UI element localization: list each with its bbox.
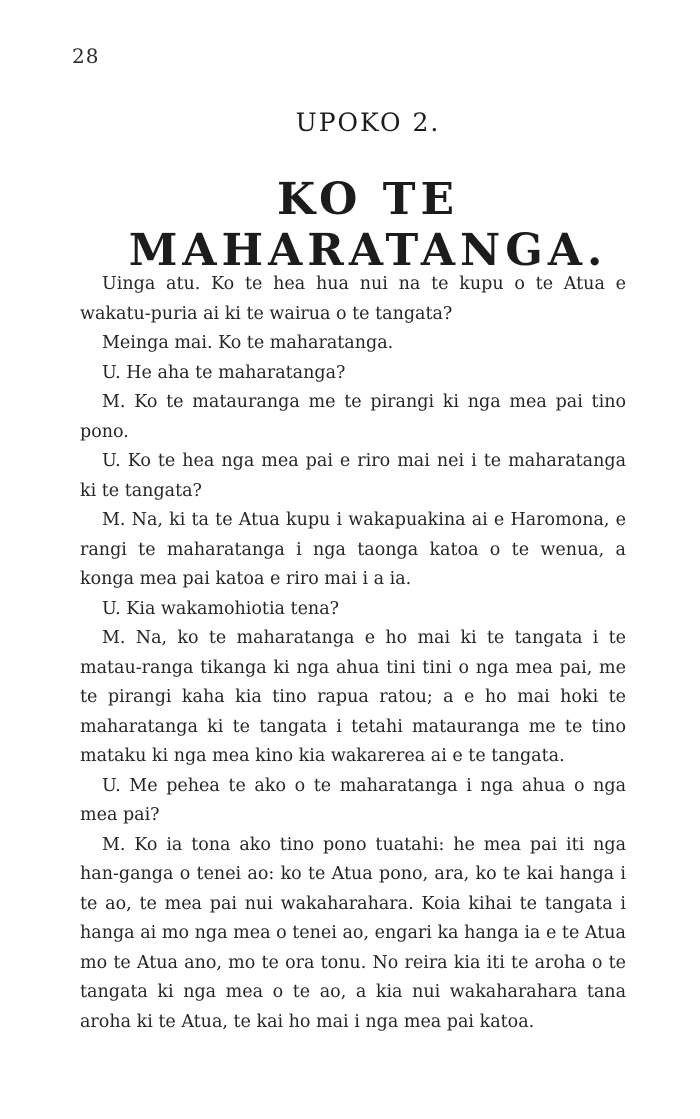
paragraph-question-4: U. Kia wakamohiotia tena? [102, 598, 340, 619]
paragraph-answer-2: M. Ko te matauranga me te pirangi ki nga mea pai tino pono. [80, 392, 626, 442]
paragraph-question-5: U. Me pehea te ako o te maharatanga i nga ahua o nga mea pai? [80, 775, 626, 825]
paragraph-answer-4: M. Na, ko te maharatanga e ho mai ki te tangata i te matau-ranga tikanga ki nga ahua tini tini o nga mea pai, me te pirangi kaha kia tino rapua ratou; a e ho mai hoki te maharatanga ki te tangata i tetahi matauranga me te tino mataku ki nga mea kino kia wakarerea ai e te tangata. [80, 628, 626, 766]
body-text [80, 270, 626, 1037]
chapter-label: UPOKO 2. [295, 108, 441, 137]
paragraph-question-1: Uinga atu. Ko te hea hua nui na te kupu o te Atua e wakatu-puria ai ki te wairua o te tangata? [80, 274, 626, 324]
chapter-title: KO TE MAHARATANGA. [128, 174, 608, 276]
paragraph-answer-1: Meinga mai. Ko te maharatanga. [102, 333, 394, 353]
paragraph-answer-3: M. Na, ki ta te Atua kupu i wakapuakina ai e Haromona, e rangi te maharatanga i nga taonga katoa o te wenua, a konga mea pai katoa e riro mai i a ia. [80, 510, 626, 589]
paragraph-answer-5: M. Ko ia tona ako tino pono tuatahi: he mea pai iti nga han-ganga o tenei ao: ko te Atua pono, ara, ko te kai hanga i te ao, te mea pai nui wakaharahara. Koia kihai te tangata i hanga ai mo nga mea o tenei ao, engari ka hanga ia e te Atua mo te Atua ano, mo te ora tonu. No reira kia iti te aroha o te tangata ki nga mea o te ao, a kia nui wakaharahara tana aroha ki te Atua, te kai ho mai i nga mea pai katoa. [80, 834, 626, 1032]
paragraph-question-2: U. He aha te maharatanga? [102, 362, 346, 383]
page-number: 28 [72, 44, 100, 68]
paragraph-question-3: U. Ko te hea nga mea pai e riro mai nei i te maharatanga ki te tangata? [80, 451, 626, 501]
